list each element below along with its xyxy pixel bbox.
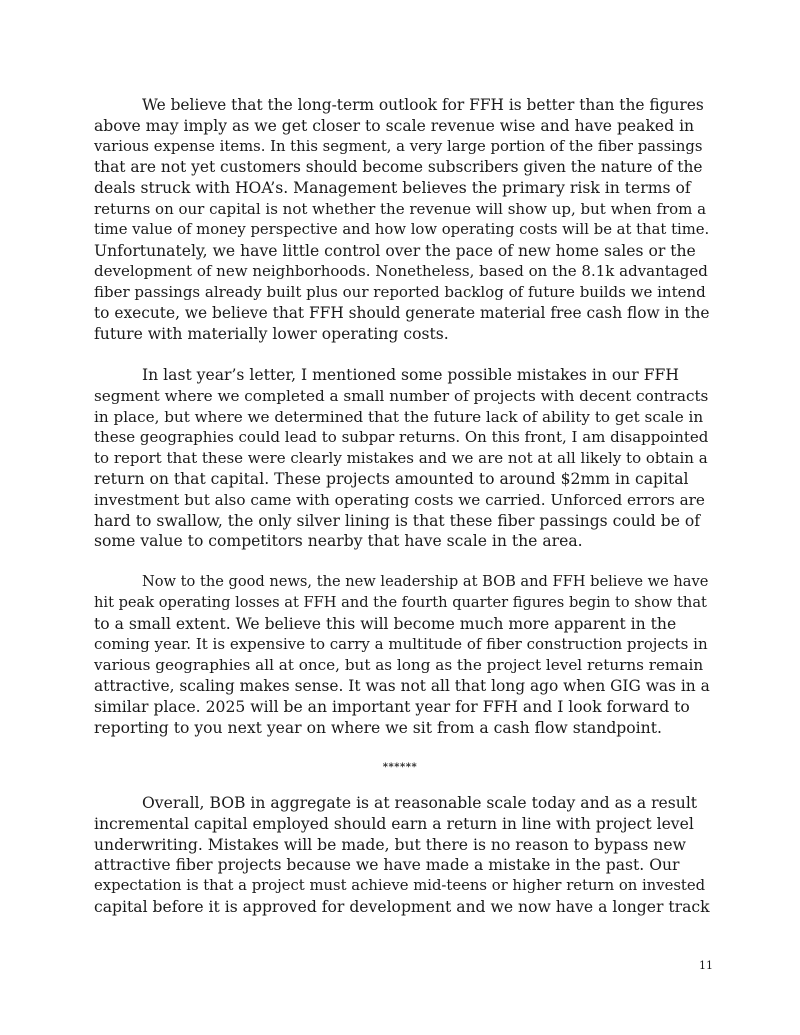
paragraph-ffh-outlook [94, 95, 710, 345]
text-line: investment but also came with operating costs we carried. Unforced errors are [94, 490, 705, 509]
page-number: 11 [699, 959, 713, 972]
text-line: In last year’s letter, I mentioned some possible mistakes in our FFH [142, 366, 679, 384]
text-line: to report that these were clearly mistakes and we are not at all likely to obtain a [94, 449, 708, 468]
text-line: in place, but where we determined that the future lack of ability to get scale in [94, 407, 704, 426]
text-line: attractive, scaling makes sense. It was not all that long ago when GIG was in a [94, 676, 710, 695]
text-line: development of new neighborhoods. Nonetheless, based on the 8.1k advantaged [94, 262, 708, 281]
text-line: various expense items. In this segment, a very large portion of the fiber passings [94, 137, 703, 155]
text-line: above may imply as we get closer to scale revenue wise and have peaked in [94, 116, 695, 135]
text-line: fiber passings already built plus our reported backlog of future builds we intend [94, 283, 706, 302]
text-line: return on that capital. These projects amounted to around $2mm in capital [94, 469, 689, 488]
text-line: Now to the good news, the new leadership at BOB and FFH believe we have [142, 573, 709, 590]
paragraph-good-news [94, 572, 710, 738]
text-line: We believe that the long-term outlook for FFH is better than the figures [142, 96, 704, 114]
text-line: incremental capital employed should earn a return in line with project level [94, 814, 694, 833]
text-line: to a small extent. We believe this will become much more apparent in the [94, 614, 677, 633]
text-line: time value of money perspective and how low operating costs will be at that time. [94, 220, 710, 238]
text-line: deals struck with HOA’s. Management believes the primary risk in terms of [94, 179, 691, 198]
text-line: Overall, BOB in aggregate is at reasonable scale today and as a result [142, 794, 698, 812]
text-line: some value to competitors nearby that have scale in the area. [94, 532, 583, 551]
text-line: returns on our capital is not whether the revenue will show up, but when from a [94, 199, 707, 218]
text-line: capital before it is approved for development and we now have a longer track [94, 897, 710, 916]
text-line: similar place. 2025 will be an important year for FFH and I look forward to [94, 697, 690, 716]
text-line: hit peak operating losses at FFH and the fourth quarter figures begin to show that [94, 593, 707, 611]
section-separator: ****** [382, 762, 418, 773]
paragraph-ffh-mistakes [94, 365, 710, 552]
text-line: underwriting. Mistakes will be made, but there is no reason to bypass new [94, 835, 686, 854]
text-line: future with materially lower operating costs. [94, 324, 449, 343]
text-line: segment where we completed a small number of projects with decent contracts [94, 386, 709, 405]
text-line: expectation is that a project must achieve mid-teens or higher return on invested [94, 877, 706, 895]
text-line: to execute, we believe that FFH should generate material free cash flow in the [94, 303, 710, 322]
paragraph-overall [94, 793, 710, 918]
text-line: hard to swallow, the only silver lining is that these fiber passings could be of [94, 511, 701, 530]
text-line: various geographies all at once, but as long as the project level returns remain [94, 656, 704, 675]
text-line: attractive fiber projects because we have made a mistake in the past. Our [94, 856, 680, 875]
text-line: reporting to you next year on where we sit from a cash flow standpoint. [94, 718, 662, 737]
text-line: coming year. It is expensive to carry a multitude of fiber construction projects in [94, 635, 708, 654]
text-line: that are not yet customers should become subscribers given the nature of the [94, 158, 703, 177]
text-line: these geographies could lead to subpar returns. On this front, I am disappointed [94, 428, 709, 447]
text-line: Unfortunately, we have little control over the pace of new home sales or the [94, 241, 696, 260]
